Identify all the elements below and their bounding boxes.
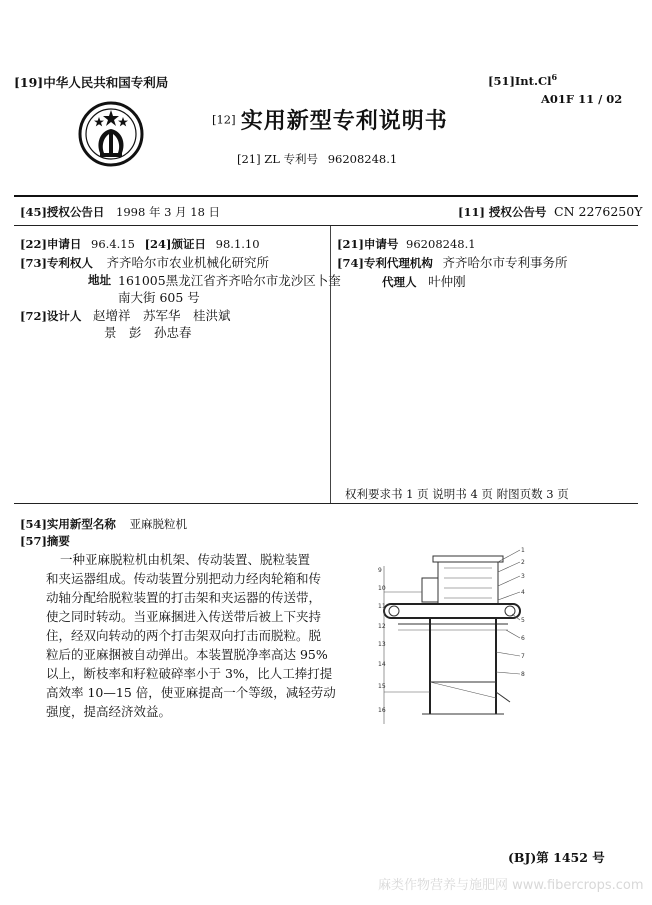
- utility-model-title-row: [20, 516, 187, 532]
- designer-label: [72]设计人: [20, 309, 82, 323]
- grant-rule: [14, 225, 638, 226]
- drawing-pulley-right: [505, 606, 515, 616]
- callout-number: 16: [378, 707, 386, 714]
- office-name: [19]中华人民共和国专利局: [14, 75, 169, 90]
- flax-thresher-drawing: [378, 542, 528, 727]
- agent-row: [382, 272, 466, 290]
- grant-number-value: CN 2276250Y: [554, 204, 643, 219]
- abstract-line: 高效率 10—15 倍，使亚麻提高一个等级，减轻劳动: [46, 685, 336, 700]
- designer-row: [20, 306, 231, 324]
- application-number-row: [337, 236, 476, 252]
- abstract-line: 使之同时转动。当亚麻捆进入传送带后被上下夹持: [46, 609, 322, 624]
- abstract-body: [46, 550, 336, 721]
- int-cl-edition: 6: [551, 72, 558, 82]
- callout-number: 2: [521, 559, 525, 566]
- document-type: [212, 104, 448, 135]
- cert-date-label: [24]颁证日: [144, 237, 206, 251]
- int-cl-prefix: [51]Int.Cl: [488, 73, 552, 88]
- callout-number: 14: [378, 661, 386, 668]
- agent-value: 叶仲刚: [428, 274, 466, 289]
- callout-number: 8: [521, 671, 525, 678]
- cert-date-value: 98.1.10: [215, 237, 260, 251]
- callout-number: 12: [378, 623, 386, 630]
- agent-label: 代理人: [382, 275, 417, 289]
- designers-line-2: 景 彭 孙忠春: [104, 325, 192, 340]
- grant-number-label: [11] 授权公告号: [458, 205, 547, 219]
- callout-number: 5: [521, 617, 525, 624]
- utility-model-title: 亚麻脱粒机: [129, 517, 188, 531]
- document-type-code: [12]: [212, 112, 236, 127]
- designers-line-1: 赵增祥 苏军华 桂洪斌: [93, 308, 231, 323]
- header-rule: [14, 195, 638, 197]
- drawing-conveyor-belt: [384, 604, 520, 618]
- abstract-label: [57]摘要: [20, 534, 70, 548]
- machine-drawing: [378, 542, 528, 727]
- abstract-line: 粒后的亚麻捆被自动弹出。本装置脱净率高达 95%: [46, 647, 328, 662]
- application-number-value: 96208248.1: [406, 237, 476, 251]
- column-divider: [330, 226, 331, 503]
- grant-number-row: [458, 204, 642, 220]
- filing-date-row: [20, 236, 260, 252]
- abstract-line: 和夹运器组成。传动装置分别把动力经肉轮箱和传: [46, 571, 322, 586]
- ipc-code: A01F 11 / 02: [541, 92, 623, 106]
- abstract-line: 强度，提高经济效益。: [46, 704, 172, 719]
- patentee-row: [20, 253, 269, 271]
- callout-number: 11: [378, 603, 386, 610]
- callout-number: 10: [378, 585, 386, 592]
- callout-number: 15: [378, 683, 386, 690]
- drawing-pulley-left: [389, 606, 399, 616]
- abstract-line: 住，经双向转动的两个打击架双向打击而脱粒。脱: [46, 628, 322, 643]
- address-label: 地址: [88, 273, 111, 287]
- callout-number: 1: [521, 547, 525, 554]
- grant-date-row: [20, 204, 220, 220]
- abstract-line: 以上，断枝率和籽粒破碎率小于 3%，比人工捧打提: [46, 666, 333, 681]
- address-line-2: 南大街 605 号: [118, 290, 200, 305]
- application-number-label: [21]申请号: [337, 237, 399, 251]
- patent-office-emblem: [78, 101, 144, 167]
- zl-label: [21] ZL 专利号: [237, 152, 319, 166]
- grant-date-label: [45]授权公告日: [20, 205, 105, 219]
- callout-number: 6: [521, 635, 525, 642]
- int-cl-label: [488, 72, 557, 88]
- callout-number: 3: [521, 573, 525, 580]
- callout-number: 4: [521, 589, 525, 596]
- callout-number: 7: [521, 653, 525, 660]
- callout-number: 9: [378, 567, 382, 574]
- abstract-line: 一种亚麻脱粒机由机架、传动装置、脱粒装置: [60, 552, 311, 567]
- drawing-top-cover: [433, 556, 503, 562]
- zl-number-line: [237, 151, 397, 167]
- abstract-line: 动轴分配给脱粒装置的打击架和夹运器的传送带，: [46, 590, 322, 605]
- agency-value: 齐齐哈尔市专利事务所: [442, 255, 568, 270]
- watermark-text: 麻类作物营养与施肥网 www.fibercrops.com: [378, 878, 644, 893]
- emblem-icon: [78, 101, 144, 167]
- utility-model-title-label: [54]实用新型名称: [20, 517, 116, 531]
- footer-code: (BJ)第 1452 号: [508, 850, 605, 865]
- address-line-1: 161005黑龙江省齐齐哈尔市龙沙区卜奎: [118, 273, 341, 288]
- biblio-rule: [14, 503, 638, 504]
- zl-number: 96208248.1: [327, 152, 398, 166]
- patentee-value: 齐齐哈尔市农业机械化研究所: [106, 255, 270, 270]
- patentee-label: [73]专利权人: [20, 256, 93, 270]
- page-counts: 权利要求书 1 页 说明书 4 页 附图页数 3 页: [345, 487, 569, 501]
- filing-date-value: 96.4.15: [91, 237, 135, 251]
- callout-number: 13: [378, 641, 386, 648]
- agency-label: [74]专利代理机构: [337, 256, 433, 270]
- agency-row: [337, 253, 568, 271]
- drawing-gearbox: [422, 578, 438, 602]
- document-type-title: 实用新型专利说明书: [240, 108, 448, 134]
- grant-date-value: 1998 年 3 月 18 日: [116, 205, 221, 219]
- filing-date-label: [22]申请日: [20, 237, 82, 251]
